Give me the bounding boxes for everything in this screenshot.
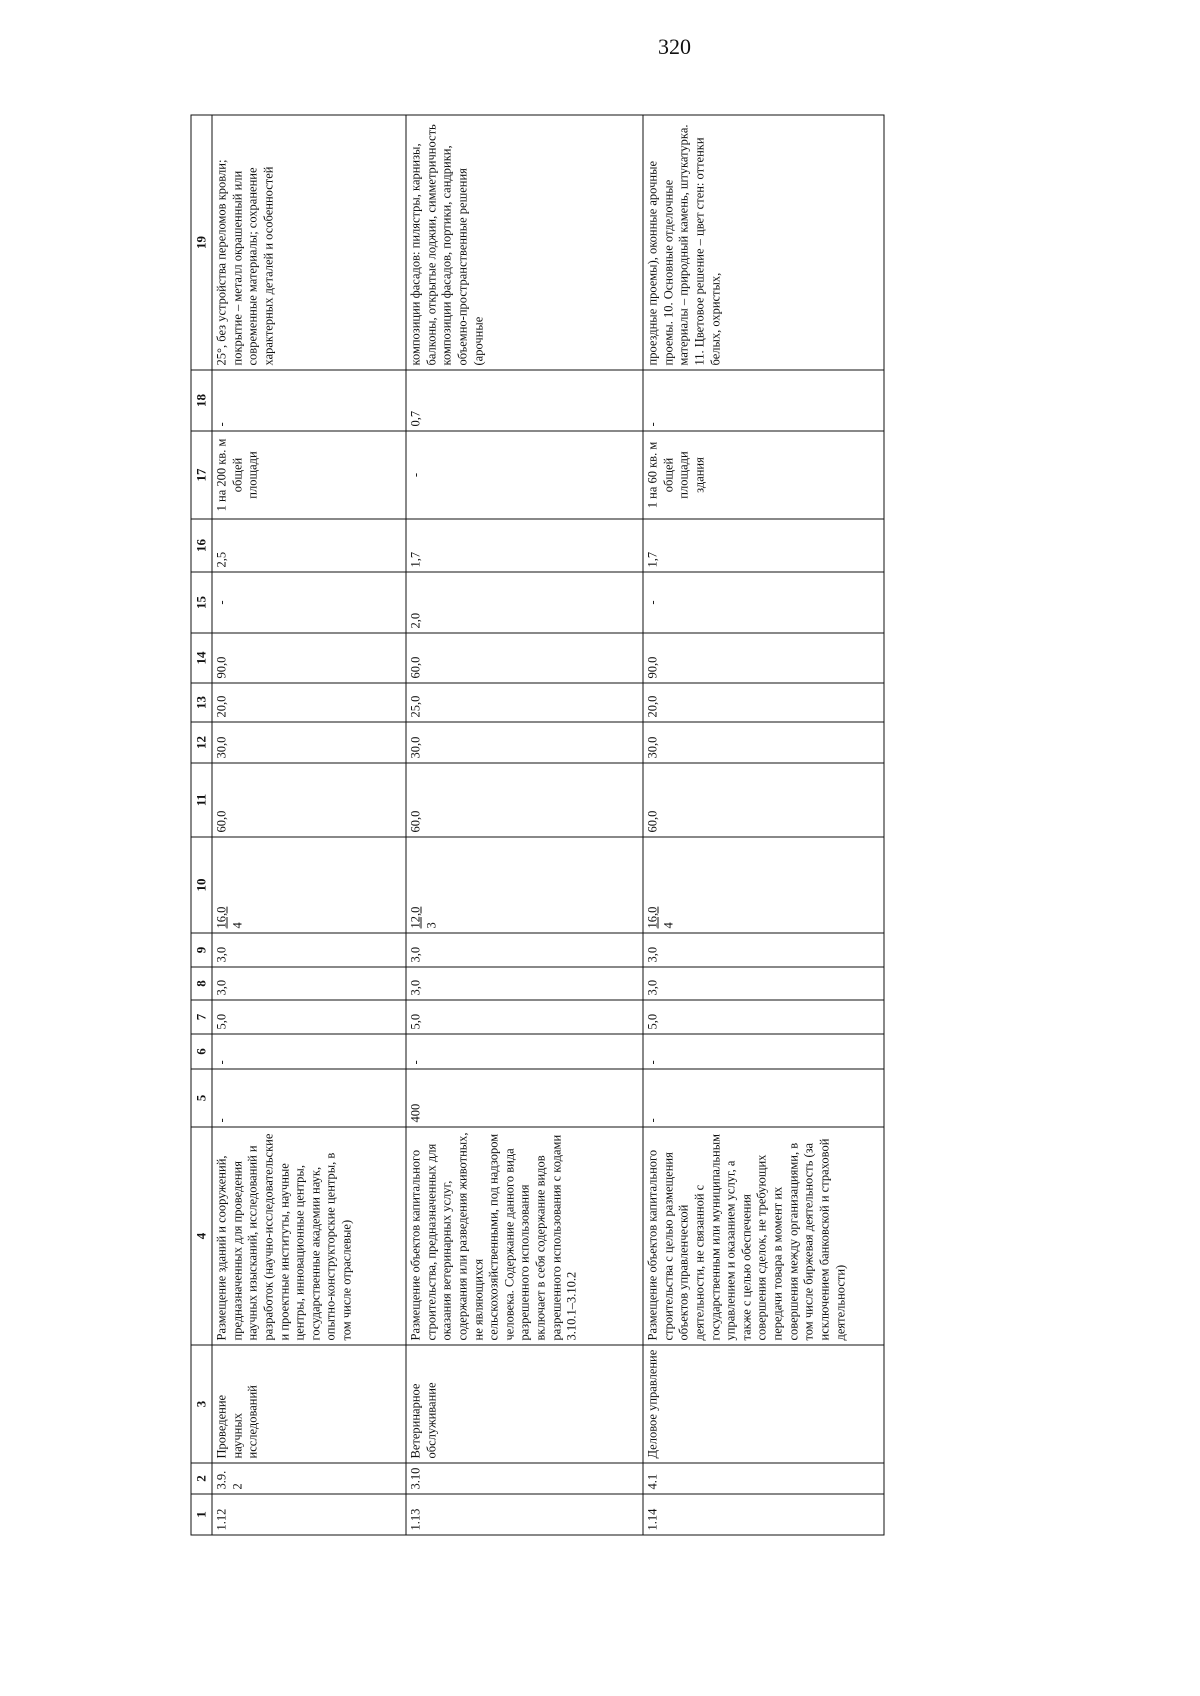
cell-c16: 1,7: [406, 519, 643, 572]
cell-c16: 1,7: [643, 519, 884, 572]
table-row: [212, 115, 406, 1535]
cell-c10: [212, 837, 406, 933]
fraction-denominator: 3: [423, 921, 438, 928]
cell-c8: 3,0: [406, 967, 643, 1000]
cell-c9: 3,0: [212, 933, 406, 967]
cell-c7: 5,0: [643, 1000, 884, 1034]
cell-c15: 2,0: [406, 572, 643, 633]
table-row: [406, 115, 643, 1535]
col-header-18: 18: [191, 370, 212, 431]
cell-c18: -: [212, 370, 406, 431]
cell-c13: 20,0: [212, 683, 406, 722]
cell-use-name: Проведение научных исследований: [212, 1345, 406, 1463]
cell-c16: 2,5: [212, 519, 406, 572]
col-header-15: 15: [191, 572, 212, 633]
col-header-13: 13: [191, 683, 212, 722]
rotated-table-container: [190, 115, 867, 1535]
cell-c11: 60,0: [643, 763, 884, 837]
col-header-17: 17: [191, 431, 212, 519]
col-header-2: 2: [191, 1463, 212, 1494]
cell-c7: 5,0: [406, 1000, 643, 1034]
col-header-5: 5: [191, 1069, 212, 1127]
col-header-7: 7: [191, 1000, 212, 1034]
cell-c7: 5,0: [212, 1000, 406, 1034]
cell-c5: -: [643, 1069, 884, 1127]
col-header-9: 9: [191, 933, 212, 967]
page-number: 320: [658, 34, 691, 59]
cell-c6: -: [406, 1034, 643, 1069]
cell-code: 3.10: [406, 1463, 643, 1494]
cell-c6: -: [643, 1034, 884, 1069]
cell-c17: -: [406, 431, 643, 519]
cell-c15: -: [643, 572, 884, 633]
cell-c5: -: [212, 1069, 406, 1127]
col-header-8: 8: [191, 967, 212, 1000]
fraction-numerator: 16,0: [645, 906, 659, 928]
col-header-16: 16: [191, 519, 212, 572]
cell-c12: 30,0: [406, 722, 643, 763]
cell-c13: 25,0: [406, 683, 643, 722]
cell-number: 1.13: [406, 1494, 643, 1535]
col-header-4: 4: [191, 1127, 212, 1345]
cell-number: 1.14: [643, 1494, 884, 1535]
header-row: [191, 115, 212, 1535]
cell-c14: 90,0: [643, 633, 884, 683]
cell-c19: проездные проемы), оконные арочные проемы. 10. Основные отделочные материалы – природный камень, штукатурка. 11. Цветовое решение – цвет стен: оттенки белых, охристых,: [643, 115, 884, 370]
cell-use-name: Ветеринарное обслуживание: [406, 1345, 643, 1463]
cell-description: Размещение объектов капитального строительства, предназначенных для оказания ветеринарных услуг, содержания или разведения животных, не являющихся сельскохозяйственными, под надзором человека. Содержание данного вида разрешенного использования включает в себя содержание видов разрешенного использования с кодами 3.10.1–3.10.2: [406, 1127, 643, 1345]
cell-c15: -: [212, 572, 406, 633]
cell-c14: 60,0: [406, 633, 643, 683]
cell-c17: 1 на 200 кв. м общей площади: [212, 431, 406, 519]
col-header-12: 12: [191, 722, 212, 763]
cell-description: Размещение зданий и сооружений, предназначенных для проведения научных изысканий, исследований и разработок (научно-исследовательские и проектные институты, научные центры, инновационные центры, государственные академии наук, опытно-конструкторские центры, в том числе отраслевые): [212, 1127, 406, 1345]
cell-c6: -: [212, 1034, 406, 1069]
cell-c19: 25°, без устройства переломов кровли; покрытие – металл окрашенный или современные материалы; сохранение характерных деталей и особенностей: [212, 115, 406, 370]
col-header-6: 6: [191, 1034, 212, 1069]
fraction-denominator: 4: [660, 921, 675, 928]
cell-number: 1.12: [212, 1494, 406, 1535]
cell-c18: 0,7: [406, 370, 643, 431]
table-row: [643, 115, 884, 1535]
cell-c12: 30,0: [643, 722, 884, 763]
cell-c17: 1 на 60 кв. м общей площади здания: [643, 431, 884, 519]
cell-c12: 30,0: [212, 722, 406, 763]
col-header-10: 10: [191, 837, 212, 933]
cell-c11: 60,0: [406, 763, 643, 837]
cell-code: 3.9.2: [212, 1463, 406, 1494]
cell-c10: [406, 837, 643, 933]
cell-c8: 3,0: [212, 967, 406, 1000]
regulations-table: [190, 114, 884, 1535]
cell-c13: 20,0: [643, 683, 884, 722]
col-header-3: 3: [191, 1345, 212, 1463]
cell-c5: 400: [406, 1069, 643, 1127]
cell-c9: 3,0: [406, 933, 643, 967]
cell-c11: 60,0: [212, 763, 406, 837]
cell-code: 4.1: [643, 1463, 884, 1494]
fraction-numerator: 16,0: [214, 906, 228, 928]
cell-c8: 3,0: [643, 967, 884, 1000]
col-header-19: 19: [191, 115, 212, 370]
cell-use-name: Деловое управление: [643, 1345, 884, 1463]
fraction-denominator: 4: [229, 921, 244, 928]
cell-c19: композиции фасадов: пилястры, карнизы, балконы, открытые лоджии, симметричность композиции фасадов, портики, сандрики, объемно-пространственные решения (арочные: [406, 115, 643, 370]
cell-c18: -: [643, 370, 884, 431]
cell-c10: [643, 837, 884, 933]
cell-c14: 90,0: [212, 633, 406, 683]
col-header-1: 1: [191, 1494, 212, 1535]
col-header-11: 11: [191, 763, 212, 837]
cell-c9: 3,0: [643, 933, 884, 967]
cell-description: Размещение объектов капитального строительства с целью размещения объектов управленческой деятельности, не связанной с государственным или муниципальным управлением и оказанием услуг, а также с целью обеспечения совершения сделок, не требующих передачи товара в момент их совершения между организациями, в том числе биржевая деятельность (за исключением банковской и страховой деятельности): [643, 1127, 884, 1345]
fraction-numerator: 12,0: [408, 906, 422, 928]
col-header-14: 14: [191, 633, 212, 683]
